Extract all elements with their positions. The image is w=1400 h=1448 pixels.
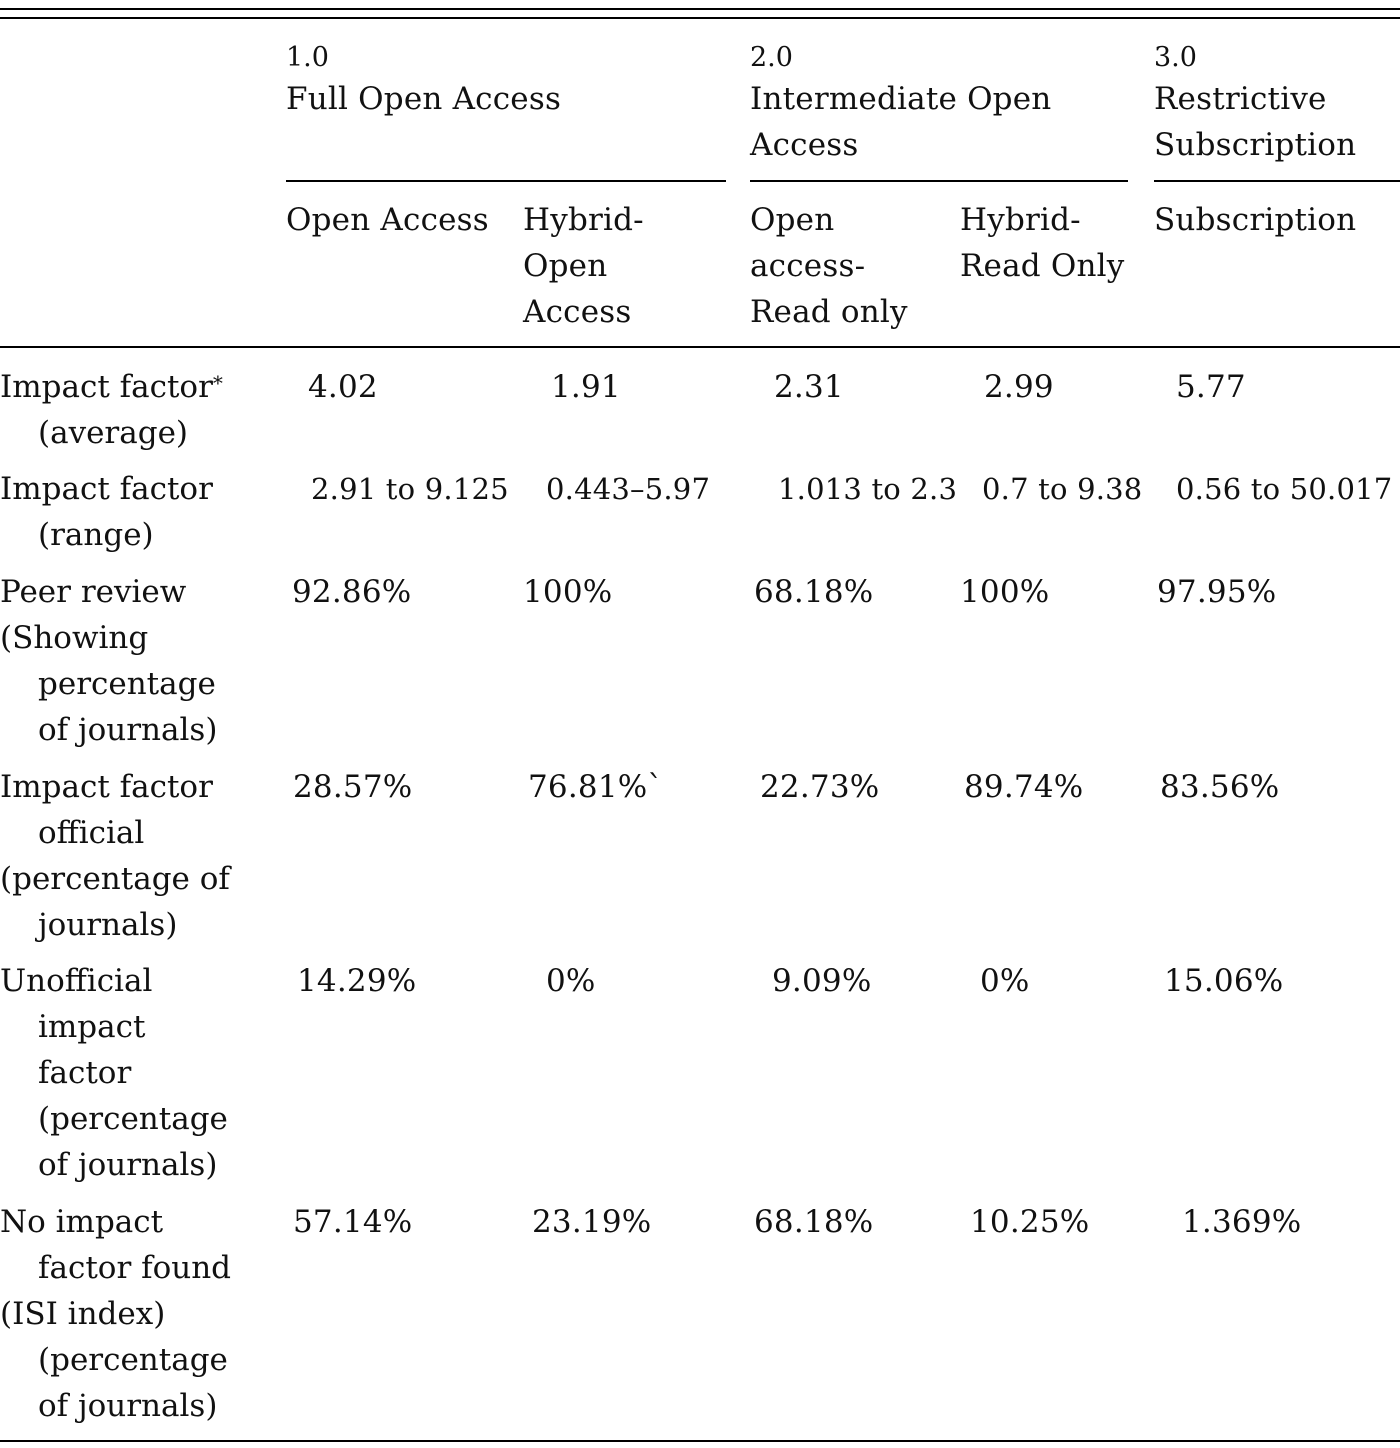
row-5-value-5: 15.06% [1164, 963, 1284, 999]
row-3-label-line-4: of journals) [38, 712, 218, 748]
row-6-value-1: 57.14% [293, 1204, 413, 1240]
subheader-4-line-2: Read Only [960, 248, 1125, 284]
row-4-value-5: 83.56% [1160, 769, 1280, 805]
row-1-label-line-1: Impact factor* [0, 369, 223, 405]
group-title-3-line-2: Subscription [1154, 127, 1357, 163]
row-5-label-line-3: factor [38, 1055, 132, 1091]
row-1-value-1: 4.02 [308, 369, 378, 405]
group-title-2-line-1: Intermediate Open [750, 81, 1052, 117]
row-6-value-5: 1.369% [1182, 1204, 1302, 1240]
subheader-1-line-1: Open Access [286, 202, 489, 238]
row-5-value-3: 9.09% [772, 963, 872, 999]
row-1-value-3: 2.31 [774, 369, 844, 405]
group-title-1 [286, 76, 561, 122]
row-2-value-1: 2.91 to 9.125 [311, 472, 509, 506]
row-label-impact-average [0, 364, 223, 456]
group-rule-1 [286, 180, 726, 182]
subheader-open-access [286, 197, 489, 243]
row-2-label-line-2: (range) [38, 517, 154, 553]
group-title-2 [750, 76, 1051, 168]
subheader-open-access-read-only [750, 197, 908, 335]
subheader-hybrid-open-access [523, 197, 644, 335]
row-3-value-3: 68.18% [754, 574, 874, 610]
row-label-impact-official [0, 764, 230, 948]
row-5-label-line-1: Unofficial [0, 963, 153, 999]
row-5-label-line-2: impact [38, 1009, 146, 1045]
row-4-value-3: 22.73% [760, 769, 880, 805]
subheader-2-line-2: Open [523, 248, 608, 284]
group-title-1-line-1: Full Open Access [286, 81, 562, 117]
row-3-label-line-2: (Showing [0, 620, 149, 656]
top-rule-outer [0, 8, 1400, 10]
row-5-value-1: 14.29% [297, 963, 417, 999]
row-3-value-5: 97.95% [1157, 574, 1277, 610]
row-4-label-line-3: (percentage of [0, 861, 230, 897]
row-6-value-2: 23.19% [532, 1204, 652, 1240]
row-label-impact-range [0, 466, 213, 558]
subheader-2-line-1: Hybrid- [523, 202, 644, 238]
header-bottom-rule [0, 346, 1400, 348]
row-4-value-4: 89.74% [964, 769, 1084, 805]
row-5-value-2: 0% [546, 963, 596, 999]
group-title-3 [1154, 76, 1356, 168]
subheader-hybrid-read-only [960, 197, 1124, 289]
group-number-2: 2.0 [750, 42, 793, 73]
row-6-label-line-5: of journals) [38, 1388, 218, 1424]
row-6-value-4: 10.25% [970, 1204, 1090, 1240]
subheader-5-line-1: Subscription [1154, 202, 1357, 238]
row-2-value-5: 0.56 to 50.017 [1176, 472, 1393, 506]
row-1-value-5: 5.77 [1176, 369, 1246, 405]
row-6-label-line-4: (percentage [38, 1342, 228, 1378]
subheader-subscription [1154, 197, 1356, 243]
group-title-3-line-1: Restrictive [1154, 81, 1327, 117]
row-3-label-line-3: percentage [38, 666, 216, 702]
row-3-value-1: 92.86% [292, 574, 412, 610]
bottom-rule [0, 1440, 1400, 1442]
row-4-label-line-4: journals) [38, 907, 178, 943]
row-5-label-line-4: (percentage [38, 1101, 228, 1137]
row-5-value-4: 0% [980, 963, 1030, 999]
top-rule-inner [0, 17, 1400, 19]
row-1-value-2: 1.91 [551, 369, 621, 405]
row-6-value-3: 68.18% [754, 1204, 874, 1240]
row-6-label-line-1: No impact [0, 1204, 164, 1240]
row-1-label-line-2: (average) [38, 415, 189, 451]
subheader-3-line-3: Read only [750, 294, 908, 330]
row-4-value-2: 76.81%` [528, 769, 664, 805]
row-label-unofficial-impact [0, 958, 228, 1188]
group-rule-2 [750, 180, 1128, 182]
row-4-label-line-2: official [38, 815, 145, 851]
row-3-value-4: 100% [960, 574, 1050, 610]
row-5-label-line-5: of journals) [38, 1147, 218, 1183]
row-4-label-line-1: Impact factor [0, 769, 213, 805]
subheader-2-line-3: Access [523, 294, 632, 330]
row-2-value-3: 1.013 to 2.3 [778, 472, 958, 506]
subheader-3-line-2: access- [750, 248, 866, 284]
row-3-value-2: 100% [523, 574, 613, 610]
group-number-3: 3.0 [1154, 42, 1197, 73]
subheader-4-line-1: Hybrid- [960, 202, 1081, 238]
subheader-3-line-1: Open [750, 202, 835, 238]
row-2-value-2: 0.443–5.97 [546, 472, 711, 506]
row-4-value-1: 28.57% [293, 769, 413, 805]
footnote-asterisk: * [212, 371, 223, 395]
row-1-value-4: 2.99 [984, 369, 1054, 405]
row-6-label-line-3: (ISI index) [0, 1296, 166, 1332]
group-rule-3 [1154, 180, 1400, 182]
row-label-peer-review [0, 569, 217, 753]
row-2-label-line-1: Impact factor [0, 471, 213, 507]
group-title-2-line-2: Access [750, 127, 859, 163]
row-6-label-line-2: factor found [38, 1250, 232, 1286]
group-number-1: 1.0 [286, 42, 329, 73]
row-2-value-4: 0.7 to 9.38 [982, 472, 1143, 506]
row-3-label-line-1: Peer review [0, 574, 187, 610]
row-label-no-impact [0, 1199, 231, 1429]
